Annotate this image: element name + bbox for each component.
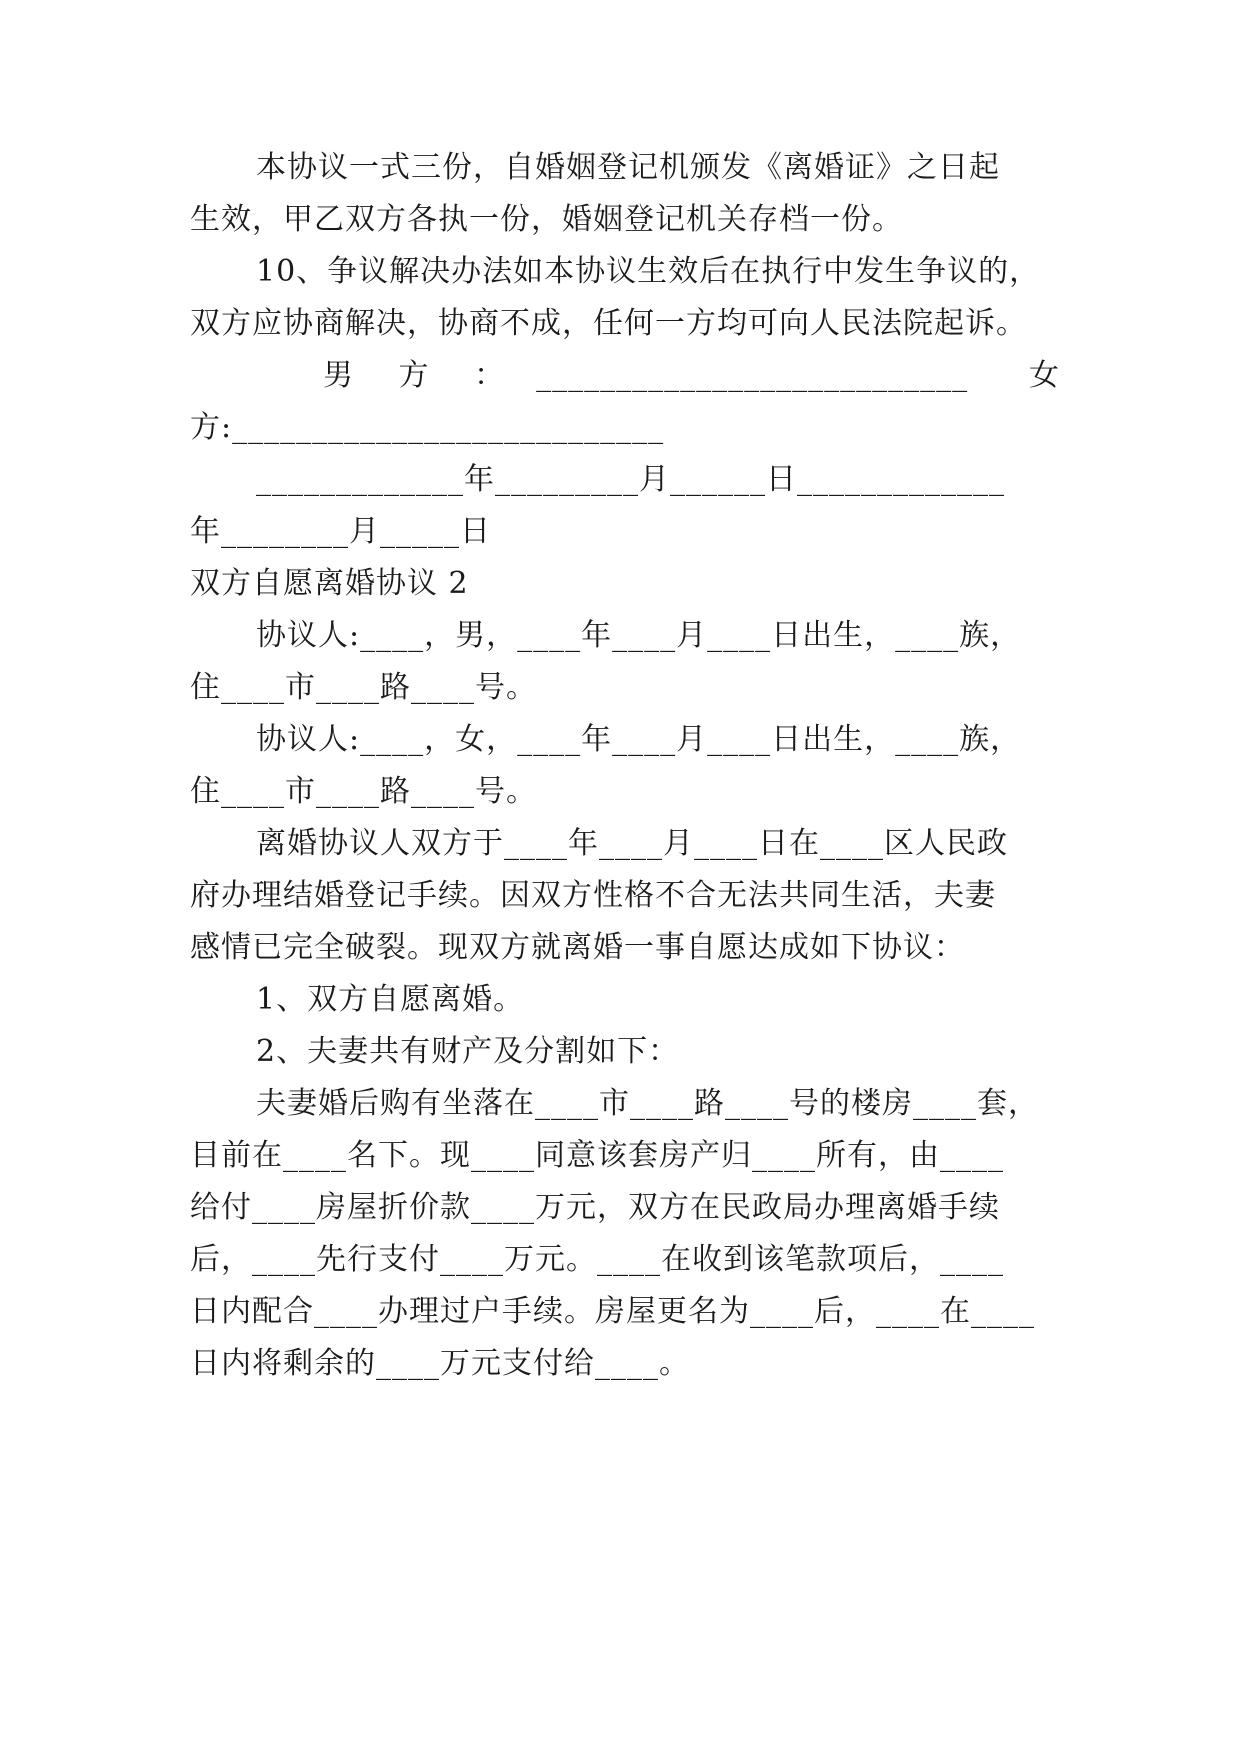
paragraph-line: 日内配合____办理过户手续。房屋更名为____后，____在____ [190, 1294, 1035, 1329]
date-line: 年________月_____日 [190, 514, 491, 549]
paragraph-line: 夫妻婚后购有坐落在____市____路____号的楼房____套， [256, 1086, 1039, 1121]
male-signature-blank: ___________________________ [536, 358, 969, 393]
date-line: _____________年_________月______日_____________ [256, 462, 1005, 497]
paragraph-line: 给付____房屋折价款____万元，双方在民政局办理离婚手续 [190, 1190, 1000, 1225]
female-party-label: 女 [1029, 358, 1060, 393]
paragraph-line: 双方应协商解决，协商不成，任何一方均可向人民法院起诉。 [190, 306, 1027, 341]
paragraph-line: 感情已完全破裂。现双方就离婚一事自愿达成如下协议： [190, 930, 965, 965]
section-title: 双方自愿离婚协议 2 [190, 566, 469, 601]
paragraph-line: 离婚协议人双方于____年____月____日在____区人民政 [256, 826, 1008, 861]
paragraph-line: 日内将剩余的____万元支付给____。 [190, 1346, 690, 1381]
clause-line: 2、夫妻共有财产及分割如下： [256, 1034, 680, 1069]
party-info-line: 协议人:____，女，____年____月____日出生，____族， [256, 722, 1022, 757]
clause-line: 1、双方自愿离婚。 [256, 982, 525, 1017]
signature-row-male [190, 356, 1060, 396]
paragraph-line: 目前在____名下。现____同意该套房产归____所有，由____ [190, 1138, 1004, 1173]
party-info-line: 协议人:____，男，____年____月____日出生，____族， [256, 618, 1022, 653]
male-party-label: 男 方 ： [323, 358, 523, 393]
paragraph-line: 10、争议解决办法如本协议生效后在执行中发生争议的， [256, 254, 1041, 289]
female-signature-line: 方:___________________________ [190, 410, 665, 445]
paragraph-line: 本协议一式三份，自婚姻登记机颁发《离婚证》之日起 [256, 150, 1000, 185]
party-info-line: 住____市____路____号。 [190, 774, 537, 809]
party-info-line: 住____市____路____号。 [190, 670, 537, 705]
paragraph-line: 后，____先行支付____万元。____在收到该笔款项后，____ [190, 1242, 1004, 1277]
paragraph-line: 府办理结婚登记手续。因双方性格不合无法共同生活，夫妻 [190, 878, 996, 913]
paragraph-line: 生效，甲乙双方各执一份，婚姻登记机关存档一份。 [190, 202, 903, 237]
